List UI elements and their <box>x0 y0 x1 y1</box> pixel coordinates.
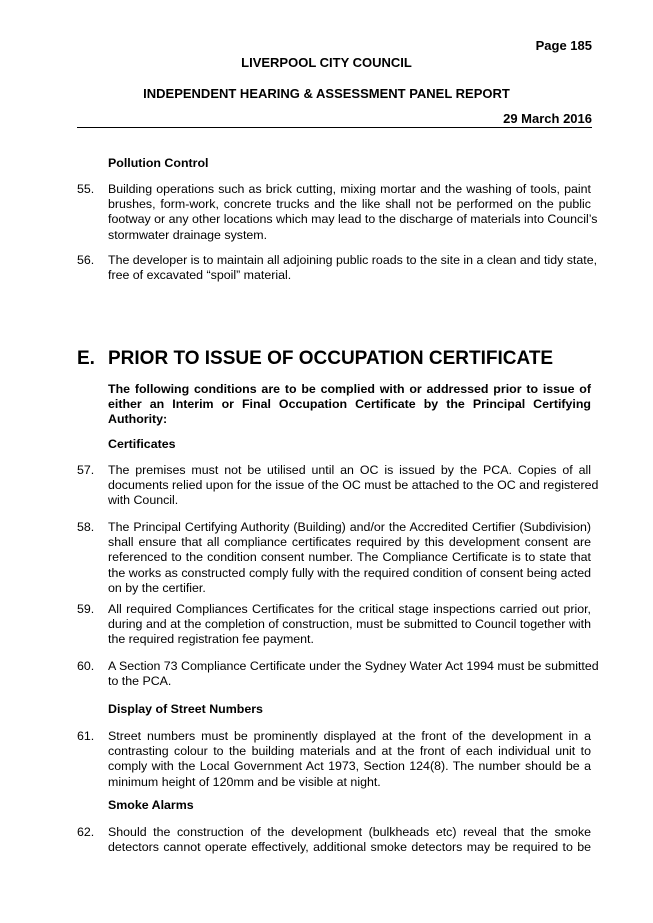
condition-59-text <box>108 602 591 648</box>
text-line: detectors cannot operate effectively, additional smoke detectors may be required to be <box>108 840 591 855</box>
text-line: The following conditions are to be complied with or addressed prior to issue of <box>108 382 591 396</box>
text-line: The Principal Certifying Authority (Building) and/or the Accredited Certifier (Subdivision) <box>108 520 591 534</box>
text-line: with Council. <box>108 493 179 508</box>
report-date: 29 March 2016 <box>503 111 592 126</box>
condition-number: 56. <box>77 253 95 267</box>
condition-number: 59. <box>77 602 95 616</box>
section-letter: E. <box>77 348 95 369</box>
condition-number: 60. <box>77 659 95 673</box>
condition-number: 57. <box>77 463 95 477</box>
text-line: stormwater drainage system. <box>108 227 268 242</box>
condition-61-text <box>108 729 591 790</box>
text-line: the works as constructed comply fully with the required condition of consent being acted <box>108 565 591 580</box>
text-line: contrasting colour to the building materials and at the front of each individual unit to <box>108 744 591 759</box>
text-line: All required Compliances Certificates for the critical stage inspections carried out prior, <box>108 602 591 616</box>
report-title: INDEPENDENT HEARING & ASSESSMENT PANEL REPORT <box>143 86 510 101</box>
section-title: PRIOR TO ISSUE OF OCCUPATION CERTIFICATE <box>108 348 554 369</box>
page-number: Page 185 <box>535 38 592 53</box>
text-line: either an Interim or Final Occupation Certificate by the Principal Certifying <box>108 397 591 412</box>
text-line: Authority: <box>108 412 168 427</box>
condition-58-text <box>108 520 591 596</box>
text-line: free of excavated “spoil” material. <box>108 268 292 283</box>
section-intro <box>108 382 591 428</box>
header-rule <box>77 127 592 128</box>
certificates-heading: Certificates <box>108 437 176 451</box>
text-line: during and at the completion of construction, must be submitted to Council together with <box>108 617 591 632</box>
text-line: shall ensure that all compliance certificates required by this development consent are <box>108 535 591 550</box>
text-line: comply with the Local Government Act 1973, Section 124(8). The number should be a <box>108 759 591 774</box>
text-line: documents relied upon for the issue of the OC must be attached to the OC and registered <box>108 478 599 493</box>
condition-number: 61. <box>77 729 95 743</box>
condition-57-text <box>108 463 599 509</box>
text-line: The developer is to maintain all adjoining public roads to the site in a clean and tidy state, <box>108 253 598 267</box>
text-line: to the PCA. <box>108 674 172 689</box>
text-line: brushes, form-work, concrete trucks and the like shall not be performed on the public <box>108 197 591 212</box>
council-name: LIVERPOOL CITY COUNCIL <box>241 55 412 70</box>
text-line: footway or any other locations which may lead to the discharge of materials into Council’s <box>108 212 598 227</box>
condition-62-text <box>108 825 591 855</box>
text-line: on by the certifier. <box>108 580 206 595</box>
text-line: referenced to the condition consent number. The Compliance Certificate is to state that <box>108 550 591 565</box>
condition-number: 58. <box>77 520 95 534</box>
condition-56-text <box>108 253 598 283</box>
condition-number: 55. <box>77 182 95 196</box>
condition-55-text <box>108 182 598 243</box>
pollution-control-heading: Pollution Control <box>108 156 209 170</box>
text-line: Should the construction of the development (bulkheads etc) reveal that the smoke <box>108 825 591 839</box>
condition-number: 62. <box>77 825 95 839</box>
street-numbers-heading: Display of Street Numbers <box>108 702 263 716</box>
text-line: Street numbers must be prominently displayed at the front of the development in a <box>108 729 591 743</box>
text-line: The premises must not be utilised until an OC is issued by the PCA. Copies of all <box>108 463 591 477</box>
text-line: Building operations such as brick cutting, mixing mortar and the washing of tools, paint <box>108 182 591 196</box>
text-line: A Section 73 Compliance Certificate under the Sydney Water Act 1994 must be submitted <box>108 659 599 673</box>
condition-60-text <box>108 659 599 689</box>
text-line: minimum height of 120mm and be visible at night. <box>108 774 381 789</box>
smoke-alarms-heading: Smoke Alarms <box>108 798 194 812</box>
text-line: the required registration fee payment. <box>108 632 314 647</box>
